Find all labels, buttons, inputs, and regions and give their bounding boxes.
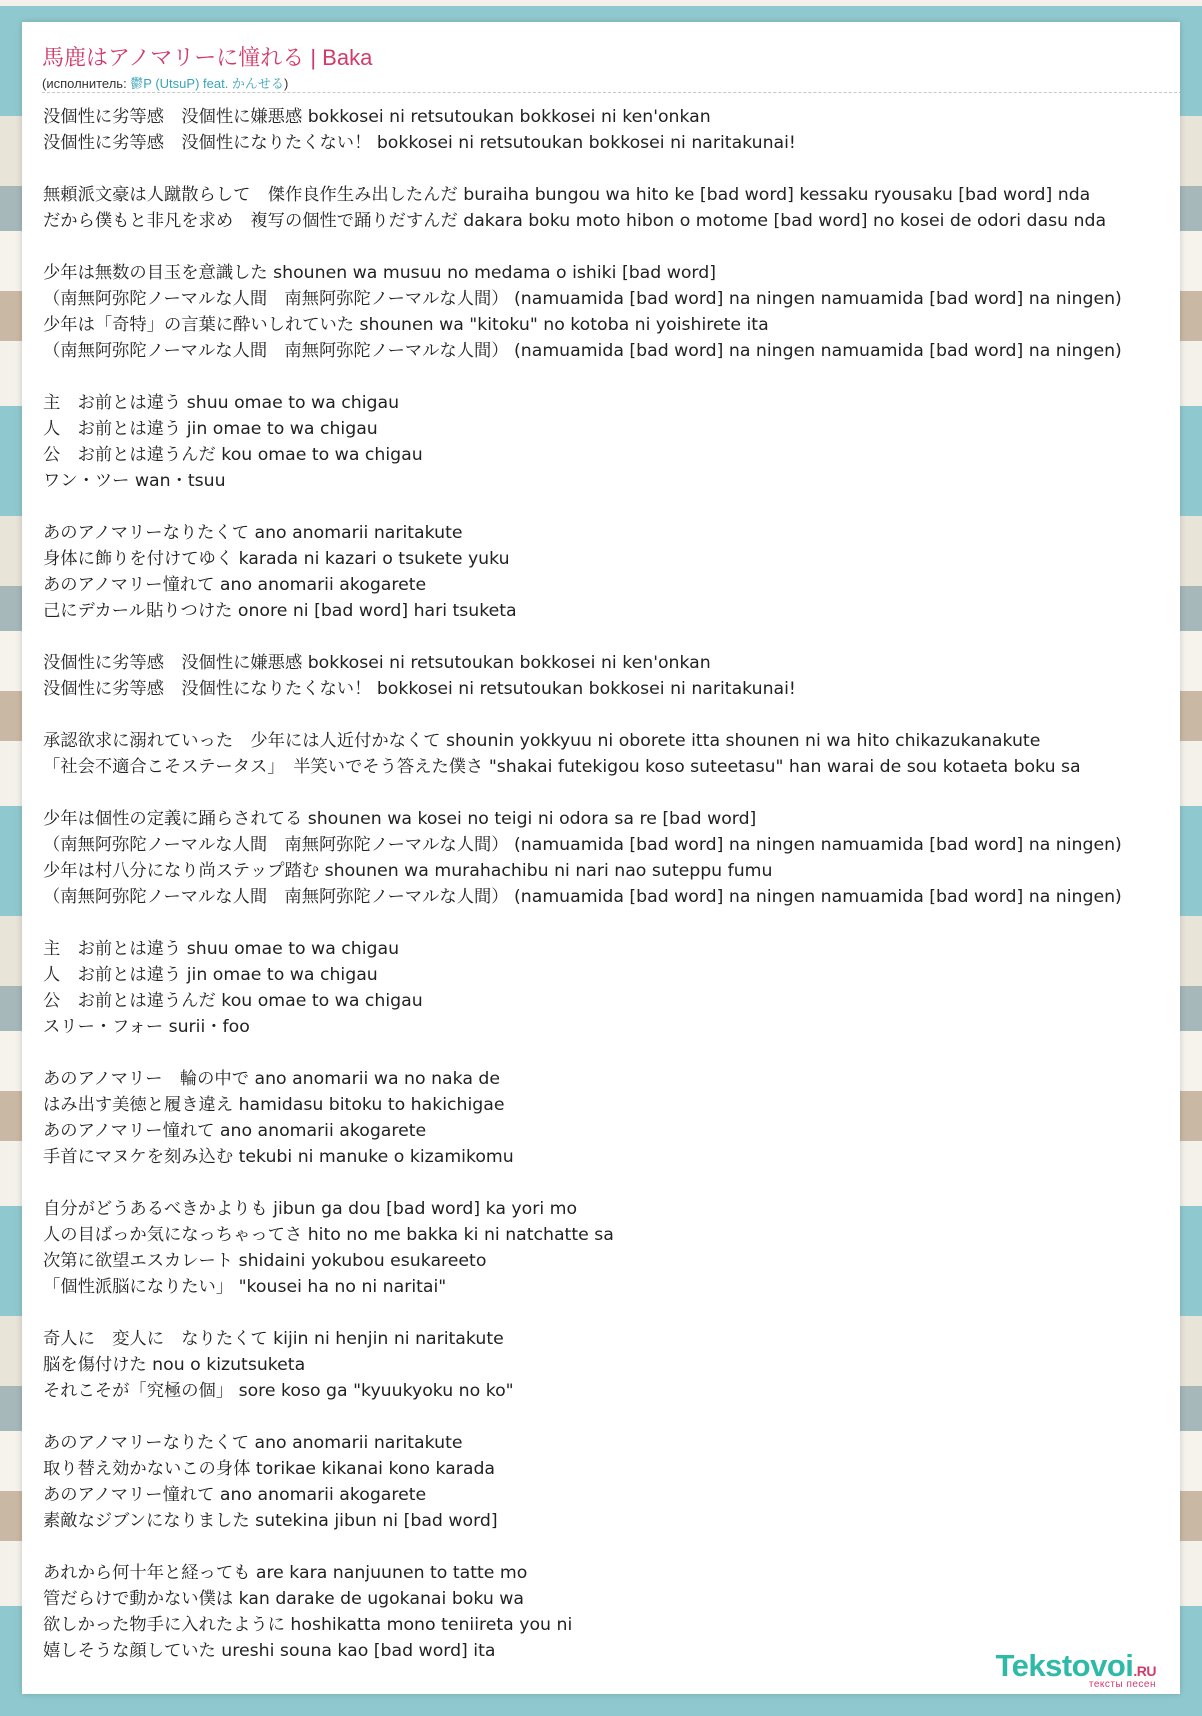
lyric-line: 手首にマヌケを刻み込む tekubi ni manuke o kizamikomu	[43, 1147, 514, 1167]
lyric-line: あのアノマリーなりたくて ano anomarii naritakute	[43, 1433, 463, 1453]
stanza	[43, 1326, 1180, 1404]
logo-wordmark	[995, 1650, 1156, 1681]
stanza	[43, 182, 1180, 234]
logo-subtitle: тексты песен	[1088, 1679, 1156, 1690]
lyric-line: 没個性に劣等感 没個性になりたくない！ bokkosei ni retsutoukan bokkosei ni naritakunai!	[43, 679, 796, 699]
artist-line	[42, 73, 288, 92]
lyric-line: 「個性派脳になりたい」 "kousei ha no ni naritai"	[43, 1277, 447, 1297]
lyric-line: 人の目ばっか気になっちゃってさ hito no me bakka ki ni natchatte sa	[43, 1225, 614, 1245]
lyric-line: 己にデカール貼りつけた onore ni [bad word] hari tsuketa	[43, 601, 517, 621]
lyric-line: 主 お前とは違う shuu omae to wa chigau	[43, 939, 400, 959]
lyric-line: 身体に飾りを付けてゆく karada ni kazari o tsukete yuku	[43, 549, 510, 569]
lyric-line: 人 お前とは違う jin omae to wa chigau	[43, 419, 378, 439]
lyric-line: 少年は個性の定義に踊らされてる shounen wa kosei no teigi ni odora sa re [bad word]	[43, 809, 757, 829]
lyric-line: 承認欲求に溺れていった 少年には人近付かなくて shounin yokkyuu ni oborete itta shounen ni wa hito chikazukanakute	[43, 731, 1041, 751]
lyric-line: それこそが「究極の個」 sore koso ga "kyuukyoku no ko"	[43, 1381, 514, 1401]
lyric-line: （南無阿弥陀ノーマルな人間 南無阿弥陀ノーマルな人間） (namuamida [bad word] na ningen namuamida [bad word] na ningen)	[43, 289, 1122, 309]
lyric-line: 公 お前とは違うんだ kou omae to wa chigau	[43, 445, 423, 465]
lyrics-sheet	[22, 22, 1180, 1694]
lyric-line: だから僕もと非凡を求め 複写の個性で踊りだすんだ dakara boku moto hibon o motome [bad word] no kosei de odori dasu nda	[43, 211, 1107, 231]
lyric-line: 人 お前とは違う jin omae to wa chigau	[43, 965, 378, 985]
stanza	[43, 650, 1180, 702]
song-title[interactable]: 馬鹿はアノマリーに憧れる | Baka	[42, 45, 373, 70]
lyric-line: 没個性に劣等感 没個性に嫌悪感 bokkosei ni retsutoukan bokkosei ni ken'onkan	[43, 653, 711, 673]
artist-prefix: (исполнитель:	[42, 76, 131, 91]
lyric-line: ワン・ツー wan・tsuu	[43, 471, 226, 491]
lyric-line: 公 お前とは違うんだ kou omae to wa chigau	[43, 991, 423, 1011]
lyric-line: あれから何十年と経っても are kara nanjuunen to tatte mo	[43, 1563, 528, 1583]
stanza	[43, 390, 1180, 494]
lyric-line: 没個性に劣等感 没個性になりたくない！ bokkosei ni retsutoukan bokkosei ni naritakunai!	[43, 133, 796, 153]
lyric-line: あのアノマリー憧れて ano anomarii akogarete	[43, 575, 427, 595]
lyric-line: 「社会不適合こそステータス」 半笑いでそう答えた僕さ "shakai futekigou koso suteetasu" han warai de sou kotaeta boku sa	[43, 757, 1081, 777]
lyric-line: 脳を傷付けた nou o kizutsuketa	[43, 1355, 306, 1375]
lyric-line: はみ出す美徳と履き違え hamidasu bitoku to hakichigae	[43, 1095, 505, 1115]
artist-link[interactable]: 鬱P (UtsuP) feat. かんせる	[130, 76, 284, 91]
header-divider	[42, 92, 1180, 93]
lyric-line: 管だらけで動かない僕は kan darake de ugokanai boku wa	[43, 1589, 525, 1609]
lyric-line: 嬉しそうな顔していた ureshi souna kao [bad word] ita	[43, 1641, 496, 1661]
lyric-line: （南無阿弥陀ノーマルな人間 南無阿弥陀ノーマルな人間） (namuamida [bad word] na ningen namuamida [bad word] na ningen)	[43, 341, 1122, 361]
lyric-line: 没個性に劣等感 没個性に嫌悪感 bokkosei ni retsutoukan bokkosei ni ken'onkan	[43, 107, 711, 127]
stanza	[43, 1430, 1180, 1534]
lyric-line: 少年は無数の目玉を意識した shounen wa musuu no medama o ishiki [bad word]	[43, 263, 716, 283]
lyric-line: 少年は「奇特」の言葉に酔いしれていた shounen wa "kitoku" no kotoba ni yoishirete ita	[43, 315, 769, 335]
stanza	[43, 260, 1180, 364]
lyric-line: あのアノマリー憧れて ano anomarii akogarete	[43, 1485, 427, 1505]
stanza	[43, 520, 1180, 624]
stanza	[43, 806, 1180, 910]
stanza	[43, 104, 1180, 156]
lyric-line: 欲しかった物手に入れたように hoshikatta mono teniireta you ni	[43, 1615, 573, 1635]
lyric-line: あのアノマリー憧れて ano anomarii akogarete	[43, 1121, 427, 1141]
stanza	[43, 728, 1180, 780]
logo-tld: .RU	[1133, 1663, 1156, 1679]
lyric-line: （南無阿弥陀ノーマルな人間 南無阿弥陀ノーマルな人間） (namuamida [bad word] na ningen namuamida [bad word] na ningen)	[43, 887, 1122, 907]
lyric-line: 少年は村八分になり尚ステップ踏む shounen wa murahachibu ni nari nao suteppu fumu	[43, 861, 773, 881]
lyric-line: 主 お前とは違う shuu omae to wa chigau	[43, 393, 400, 413]
stanza	[43, 1196, 1180, 1300]
lyric-line: （南無阿弥陀ノーマルな人間 南無阿弥陀ノーマルな人間） (namuamida [bad word] na ningen namuamida [bad word] na ningen)	[43, 835, 1122, 855]
lyric-line: スリー・フォー surii・foo	[43, 1017, 250, 1037]
lyric-line: 素敵なジブンになりました sutekina jibun ni [bad word]	[43, 1511, 498, 1531]
lyric-line: 無頼派文豪は人蹴散らして 傑作良作生み出したんだ buraiha bungou wa hito ke [bad word] kessaku ryousaku [bad word] nda	[43, 185, 1091, 205]
artist-suffix: )	[283, 76, 289, 91]
lyric-line: 奇人に 変人に なりたくて kijin ni henjin ni naritakute	[43, 1329, 504, 1349]
lyric-line: 次第に欲望エスカレート shidaini yokubou esukareeto	[43, 1251, 487, 1271]
stanza	[43, 936, 1180, 1040]
lyric-line: 取り替え効かないこの身体 torikae kikanai kono karada	[43, 1459, 496, 1479]
lyric-line: あのアノマリー 輪の中で ano anomarii wa no naka de	[43, 1069, 501, 1089]
lyric-line: 自分がどうあるべきかよりも jibun ga dou [bad word] ka yori mo	[43, 1199, 578, 1219]
lyric-line: あのアノマリーなりたくて ano anomarii naritakute	[43, 523, 463, 543]
site-logo[interactable]	[995, 1650, 1156, 1690]
stanza	[43, 1066, 1180, 1170]
logo-brand: Tekstovoi	[995, 1648, 1134, 1683]
lyrics-body	[43, 104, 1180, 1690]
